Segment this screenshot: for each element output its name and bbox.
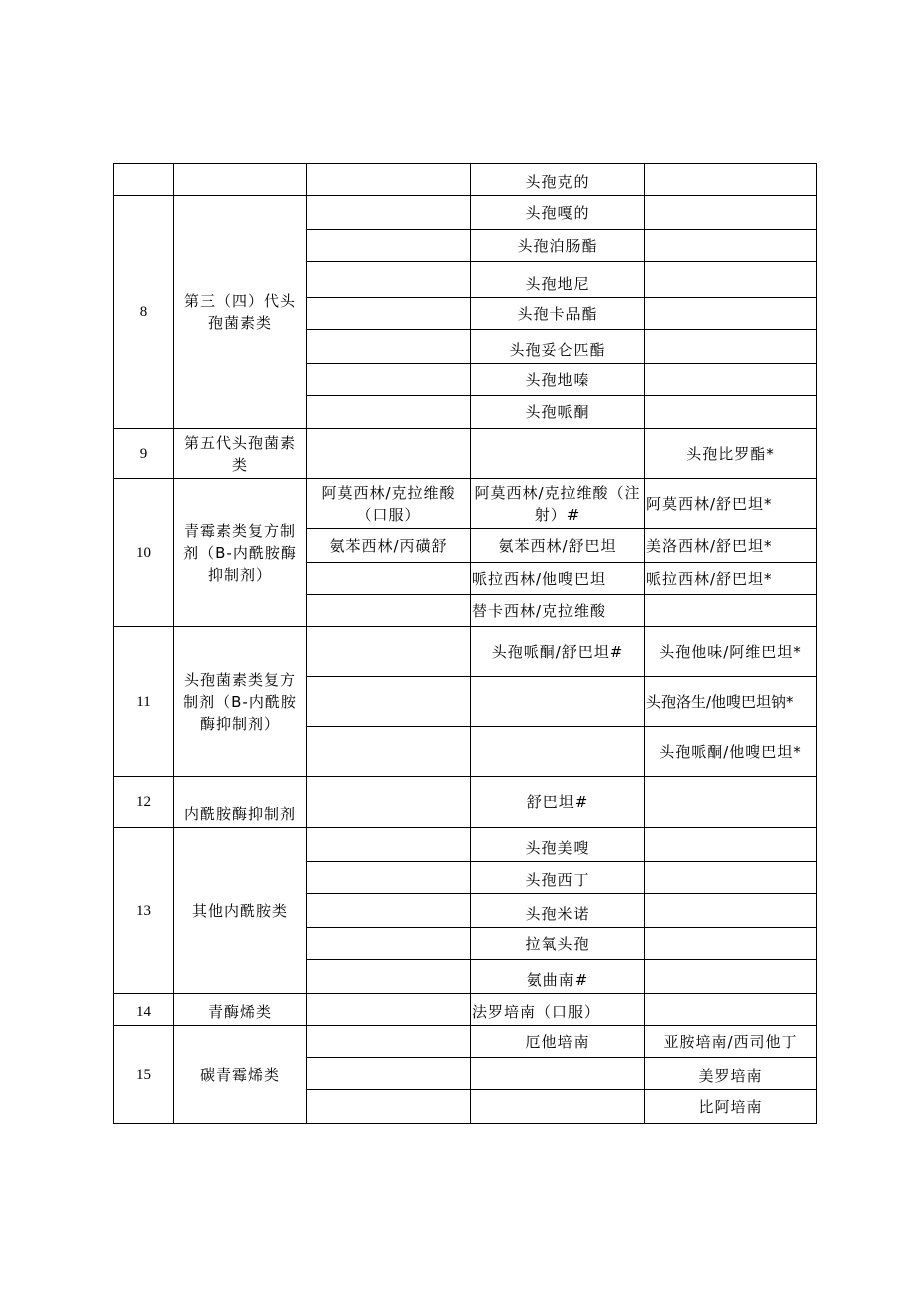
cell-col5	[645, 196, 817, 230]
cell-drug: 美罗培南	[645, 1058, 817, 1090]
cell-drug: 头孢泊肠酯	[471, 230, 645, 262]
cell-drug: 头孢地嗪	[471, 364, 645, 396]
cell-drug: 美洛西林/舒巴坦*	[645, 529, 817, 563]
cell-drug: 头孢哌酮/舒巴坦#	[471, 627, 645, 677]
cell-col5	[645, 262, 817, 298]
cell-drug: 头孢哌酮/他嗖巴坦*	[645, 727, 817, 777]
cell-col3	[307, 828, 471, 862]
row-number: 9	[114, 429, 174, 479]
cell-col3	[307, 894, 471, 928]
cell-col3	[307, 960, 471, 994]
cell-drug: 亚胺培南/西司他丁	[645, 1026, 817, 1058]
cell-drug: 头孢卡品酯	[471, 298, 645, 330]
cell-col5	[645, 928, 817, 960]
table-row	[114, 828, 817, 862]
cell-drug: 头孢地尼	[471, 262, 645, 298]
table-row	[114, 994, 817, 1026]
category-label: 第三（四）代头孢菌素类	[174, 196, 307, 429]
cell-drug: 头孢妥仑匹酯	[471, 330, 645, 364]
cell-col3	[307, 1090, 471, 1124]
cell-col5	[645, 230, 817, 262]
category-label: 第五代头孢菌素类	[174, 429, 307, 479]
cell-col5	[645, 994, 817, 1026]
category-label: 其他内酰胺类	[174, 828, 307, 994]
cell-col5	[645, 330, 817, 364]
cell-drug: 舒巴坦#	[471, 777, 645, 828]
cell-col5	[645, 828, 817, 862]
cell-col5	[645, 298, 817, 330]
cell-col3	[307, 429, 471, 479]
category-label: 碳青霉烯类	[174, 1026, 307, 1124]
cell-category	[174, 164, 307, 196]
cell-col3	[307, 164, 471, 196]
category-label: 青霉素类复方制剂（B-内酰胺酶抑制剂）	[174, 479, 307, 627]
cell-drug: 头孢美嗖	[471, 828, 645, 862]
cell-col3	[307, 298, 471, 330]
row-number: 11	[114, 627, 174, 777]
table-row	[114, 429, 817, 479]
table-row	[114, 1026, 817, 1058]
cell-col3	[307, 1026, 471, 1058]
row-number: 15	[114, 1026, 174, 1124]
cell-drug: 阿莫西林/舒巴坦*	[645, 479, 817, 529]
cell-col3	[307, 727, 471, 777]
cell-col4	[471, 727, 645, 777]
cell-col3	[307, 928, 471, 960]
cell-col3	[307, 330, 471, 364]
cell-col4	[471, 677, 645, 727]
row-number: 12	[114, 777, 174, 828]
cell-col3	[307, 777, 471, 828]
cell-num	[114, 164, 174, 196]
cell-col3	[307, 396, 471, 429]
cell-col3	[307, 364, 471, 396]
category-label: 头孢菌素类复方制剂（B-内酰胺酶抑制剂）	[174, 627, 307, 777]
cell-drug: 哌拉西林/他嗖巴坦	[471, 563, 645, 595]
cell-drug: 法罗培南（口服）	[471, 994, 645, 1026]
row-number: 8	[114, 196, 174, 429]
cell-col5	[645, 894, 817, 928]
row-number: 13	[114, 828, 174, 994]
cell-drug: 氨苯西林/舒巴坦	[471, 529, 645, 563]
cell-drug: 氨曲南#	[471, 960, 645, 994]
cell-drug: 头孢克的	[471, 164, 645, 196]
cell-col5	[645, 595, 817, 627]
cell-drug: 拉氧头孢	[471, 928, 645, 960]
category-label: 青酶烯类	[174, 994, 307, 1026]
table-row	[114, 777, 817, 828]
cell-col3	[307, 627, 471, 677]
category-label: 内酰胺酶抑制剂	[174, 777, 307, 828]
cell-drug: 阿莫西林/克拉维酸（注射）#	[471, 479, 645, 529]
cell-col3	[307, 563, 471, 595]
cell-col5	[645, 777, 817, 828]
cell-col3	[307, 1058, 471, 1090]
table-row	[114, 627, 817, 677]
cell-drug: 头孢嘎的	[471, 196, 645, 230]
cell-col3	[307, 677, 471, 727]
cell-drug: 头孢洛生/他嗖巴坦钠*	[645, 677, 817, 727]
cell-col3	[307, 994, 471, 1026]
table-row	[114, 479, 817, 529]
cell-drug: 头孢比罗酯*	[645, 429, 817, 479]
cell-drug: 比阿培南	[645, 1090, 817, 1124]
cell-col5	[645, 364, 817, 396]
cell-drug: 头孢米诺	[471, 894, 645, 928]
cell-col4	[471, 1090, 645, 1124]
table-row	[114, 164, 817, 196]
cell-col3	[307, 262, 471, 298]
cell-col4	[471, 1058, 645, 1090]
table-row	[114, 196, 817, 230]
cell-col5	[645, 164, 817, 196]
row-number: 10	[114, 479, 174, 627]
cell-drug: 替卡西林/克拉维酸	[471, 595, 645, 627]
cell-col5	[645, 396, 817, 429]
cell-drug: 哌拉西林/舒巴坦*	[645, 563, 817, 595]
cell-col3	[307, 230, 471, 262]
cell-drug: 氨苯西林/丙磺舒	[307, 529, 471, 563]
row-number: 14	[114, 994, 174, 1026]
antibiotic-classification-table	[113, 163, 817, 1124]
cell-col3	[307, 196, 471, 230]
cell-drug: 阿莫西林/克拉维酸（口服）	[307, 479, 471, 529]
cell-drug: 头孢西丁	[471, 862, 645, 894]
cell-col5	[645, 862, 817, 894]
cell-drug: 头孢他味/阿维巴坦*	[645, 627, 817, 677]
cell-drug: 厄他培南	[471, 1026, 645, 1058]
cell-drug: 头孢哌酮	[471, 396, 645, 429]
cell-col3	[307, 862, 471, 894]
cell-col5	[645, 960, 817, 994]
cell-col4	[471, 429, 645, 479]
cell-col3	[307, 595, 471, 627]
